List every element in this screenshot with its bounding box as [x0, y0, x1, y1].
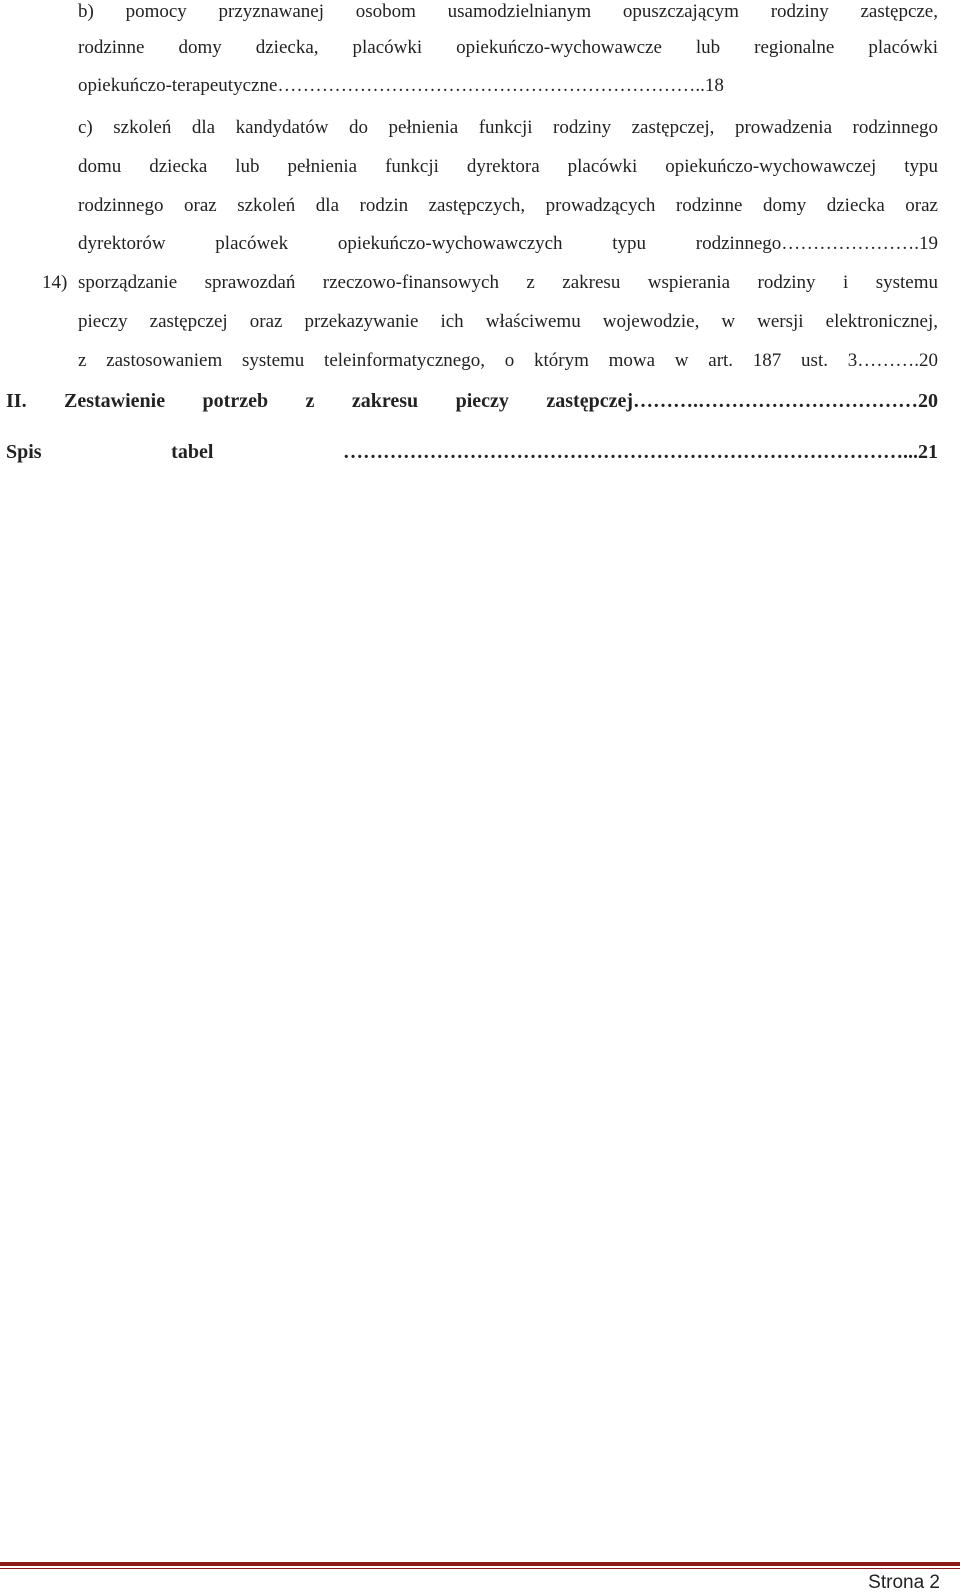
footer-rule-thin [0, 1568, 960, 1569]
toc-b-line-3: opiekuńczo-terapeutyczne…………………………………………………………..18 [78, 75, 724, 96]
footer-rule-thick [0, 1562, 960, 1566]
toc-b-line-2: rodzinne domy dziecka, placówki opiekuńczo-wychowawcze lub regionalne placówki [78, 37, 938, 58]
toc-item-14-number: 14) [42, 272, 68, 293]
toc-item-14-line-3: z zastosowaniem systemu teleinformatycznego, o którym mowa w art. 187 ust. 3……….20 [78, 350, 938, 371]
toc-c-line-1: c) szkoleń dla kandydatów do pełnienia funkcji rodziny zastępczej, prowadzenia rodzinnego [78, 117, 938, 138]
toc-c-line-2: domu dziecka lub pełnienia funkcji dyrektora placówki opiekuńczo-wychowawczej typu [78, 156, 938, 177]
toc-item-14-line-1: sporządzanie sprawozdań rzeczowo-finansowych z zakresu wspierania rodziny i systemu [78, 272, 938, 293]
toc-section-2[interactable]: II. Zestawienie potrzeb z zakresu pieczy zastępczej……….……………………………20 [6, 390, 938, 412]
toc-spis-tabel[interactable]: Spis tabel …………………………………………………………………………...21 [6, 441, 938, 463]
toc-c-line-4: dyrektorów placówek opiekuńczo-wychowawczych typu rodzinnego………………….19 [78, 233, 938, 254]
page-number: Strona 2 [868, 1572, 940, 1593]
toc-c-line-3: rodzinnego oraz szkoleń dla rodzin zastępczych, prowadzących rodzinne domy dziecka oraz [78, 195, 938, 216]
toc-b-line-1: b) pomocy przyznawanej osobom usamodzielnianym opuszczającym rodziny zastępcze, [78, 1, 938, 22]
toc-item-14-line-2: pieczy zastępczej oraz przekazywanie ich właściwemu wojewodzie, w wersji elektronicznej, [78, 311, 938, 332]
